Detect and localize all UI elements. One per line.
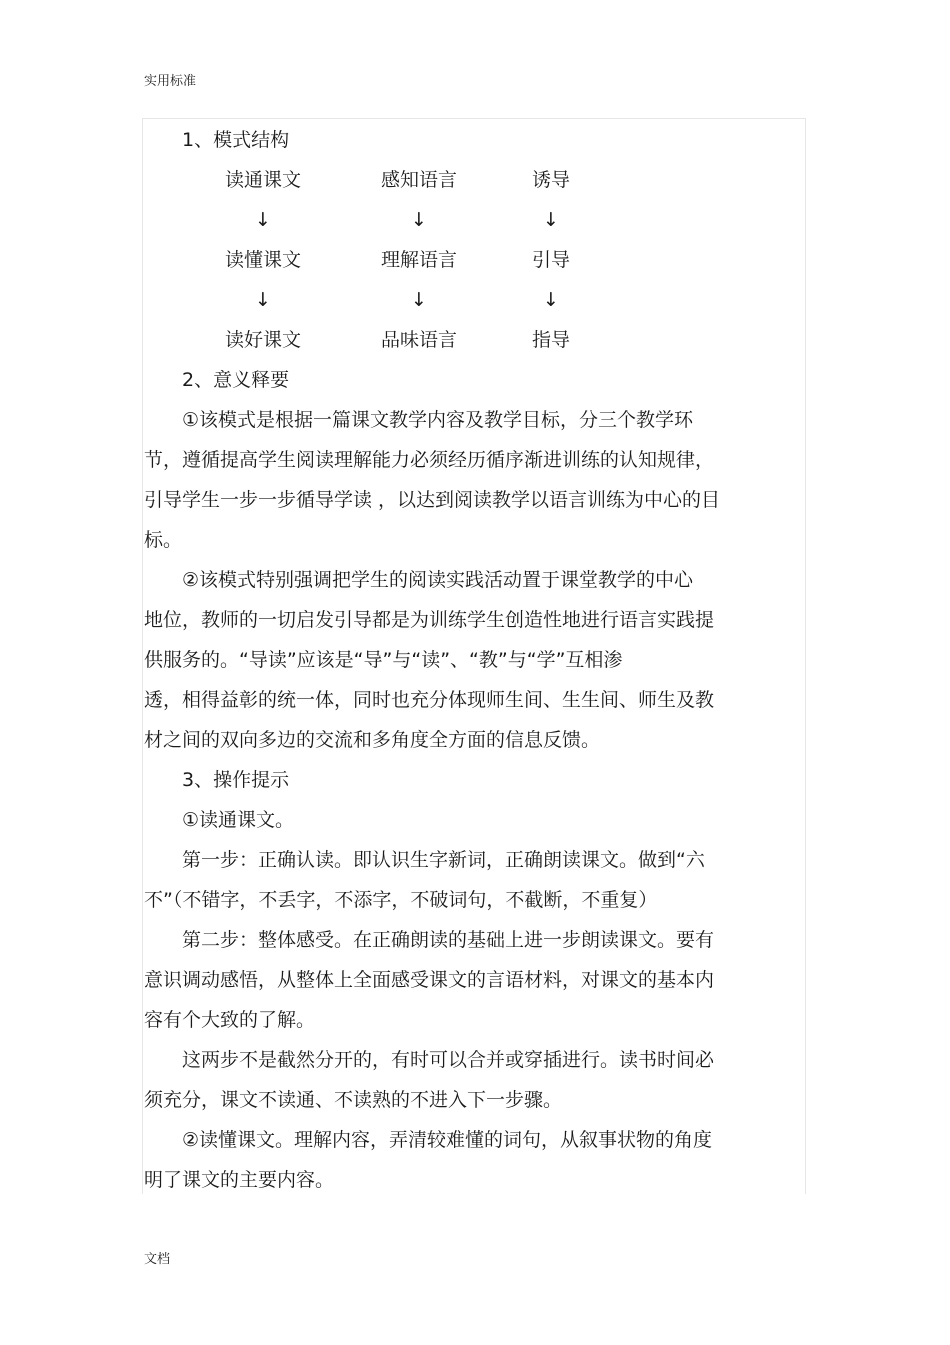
paragraph-line: ②该模式特别强调把学生的阅读实践活动置于课堂教学的中心 <box>182 569 694 591</box>
page-header: 实用标准 <box>144 74 197 89</box>
paragraph-line: 第二步：整体感受。在正确朗读的基础上进一步朗读课文。要有 <box>182 929 715 951</box>
paragraph-line: 容有个大致的了解。 <box>144 1009 316 1031</box>
down-arrow-icon: ↓ <box>411 289 427 311</box>
paragraph-line: ①该模式是根据一篇课文教学内容及教学目标，分三个教学环 <box>182 409 694 431</box>
flow-cell: 读好课文 <box>224 329 301 351</box>
flow-cell: 读通课文 <box>224 169 301 191</box>
paragraph-line: 明了课文的主要内容。 <box>144 1169 335 1191</box>
down-arrow-icon: ↓ <box>543 289 559 311</box>
flow-cell: 引导 <box>531 249 570 271</box>
flow-cell: 品味语言 <box>380 329 457 351</box>
down-arrow-icon: ↓ <box>411 209 427 231</box>
paragraph-line: 透，相得益彰的统一体，同时也充分体现师生间、生生间、师生及教 <box>144 689 715 711</box>
paragraph-line: 节，遵循提高学生阅读理解能力必须经历循序渐进训练的认知规律， <box>144 449 715 471</box>
flow-cell: 诱导 <box>531 169 570 191</box>
down-arrow-icon: ↓ <box>255 209 271 231</box>
subheading-read-through: ①读通课文。 <box>182 809 295 831</box>
paragraph-line: ②读懂课文。理解内容，弄清较难懂的词句，从叙事状物的角度 <box>182 1129 713 1151</box>
down-arrow-icon: ↓ <box>543 209 559 231</box>
section-heading-operation: 3、操作提示 <box>182 769 290 791</box>
section-heading-meaning: 2、意义释要 <box>182 369 290 391</box>
flow-cell: 指导 <box>531 329 570 351</box>
down-arrow-icon: ↓ <box>255 289 271 311</box>
paragraph-line: 地位，教师的一切启发引导都是为训练学生创造性地进行语言实践提 <box>144 609 715 631</box>
paragraph-line: 这两步不是截然分开的，有时可以合并或穿插进行。读书时间必 <box>182 1049 715 1071</box>
paragraph-line: 意识调动感悟，从整体上全面感受课文的言语材料，对课文的基本内 <box>144 969 715 991</box>
flow-row <box>144 160 784 200</box>
page-footer: 文档 <box>144 1252 171 1267</box>
paragraph-line: 供服务的。“导读”应该是“导”与“读”、“教”与“学”互相渗 <box>144 649 623 671</box>
flow-cell: 感知语言 <box>380 169 457 191</box>
paragraph-line: 第一步：正确认读。即认识生字新词，正确朗读课文。做到“六 <box>182 849 705 871</box>
paragraph-line: 须充分，课文不读通、不读熟的不进入下一步骤。 <box>144 1089 563 1111</box>
flow-diagram <box>144 160 784 360</box>
paragraph-line: 材之间的双向多边的交流和多角度全方面的信息反馈。 <box>144 729 601 751</box>
flow-arrow-row <box>144 280 784 320</box>
section-heading-structure: 1、模式结构 <box>182 129 290 151</box>
flow-cell: 读懂课文 <box>224 249 301 271</box>
paragraph-line: 不”（不错字，不丢字，不添字，不破词句，不截断，不重复） <box>144 889 658 911</box>
paragraph-line: 引导学生一步一步循导学读 ，以达到阅读教学以语言训练为中心的目 <box>144 489 721 511</box>
flow-row <box>144 240 784 280</box>
paragraph-line: 标。 <box>144 529 183 551</box>
flow-row <box>144 320 784 360</box>
flow-cell: 理解语言 <box>380 249 457 271</box>
document-body <box>144 120 784 1200</box>
flow-arrow-row <box>144 200 784 240</box>
